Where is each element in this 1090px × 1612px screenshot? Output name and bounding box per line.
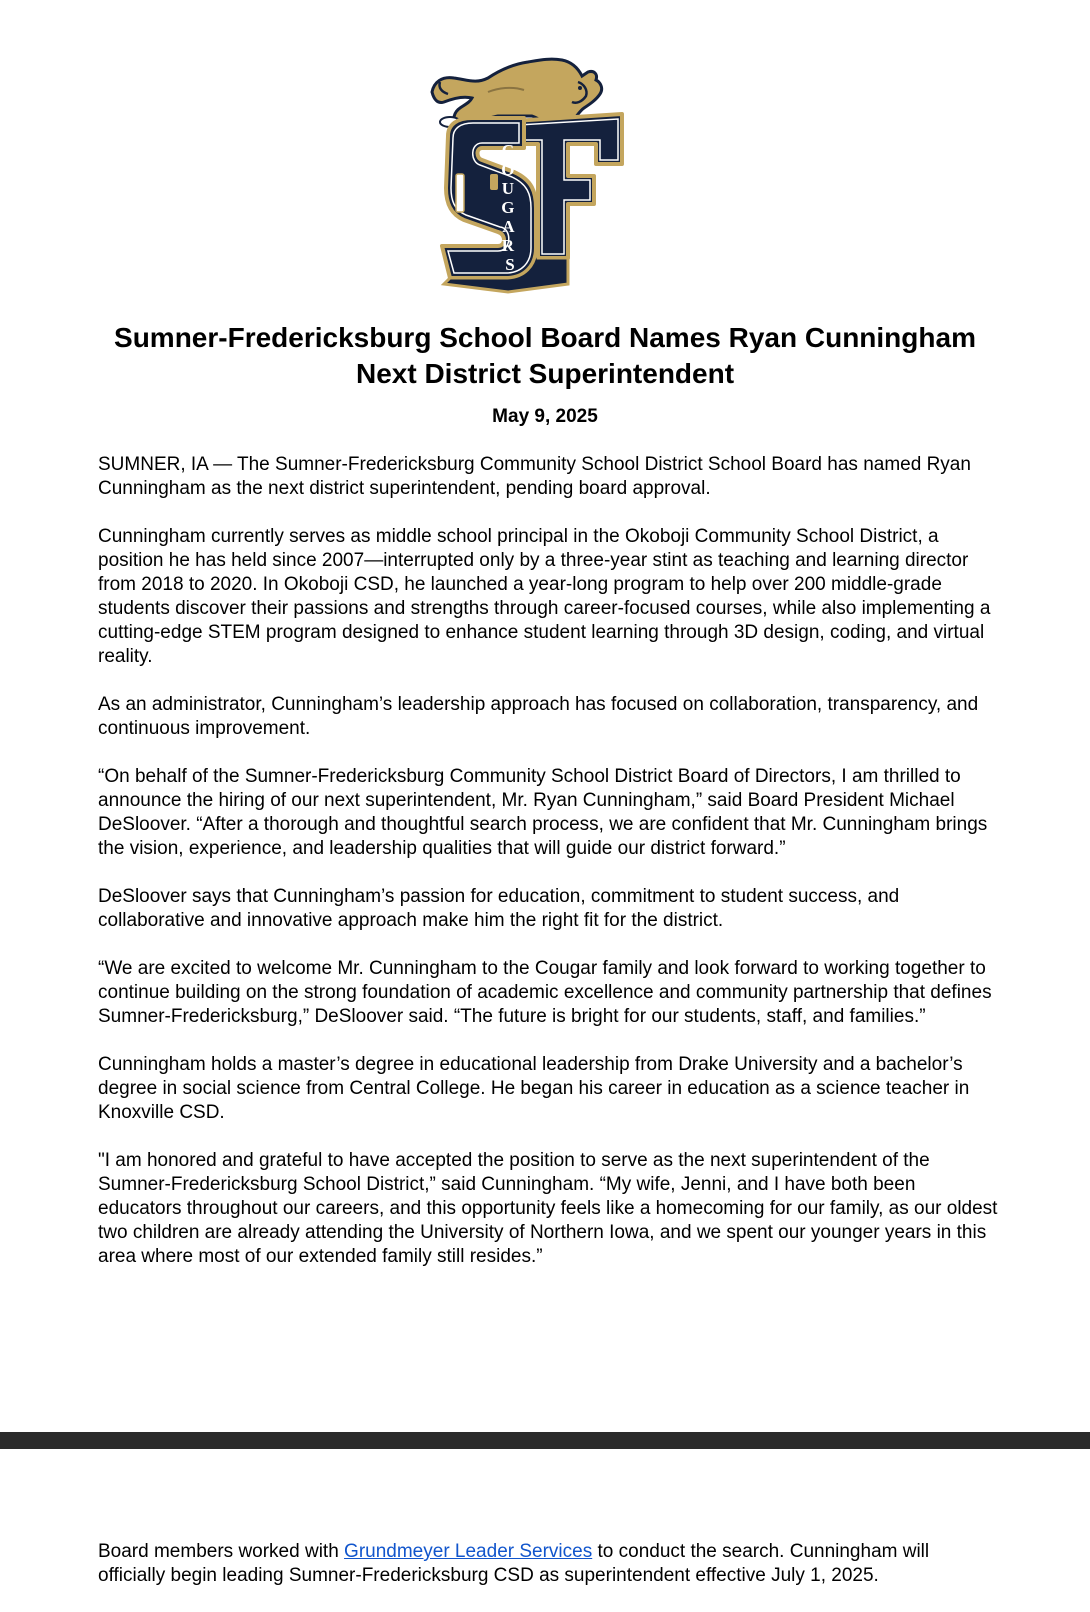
paragraph: "I am honored and grateful to have accepted the position to serve as the next superintendent of the Sumner-Fredericksburg School District,” said Cunningham. “My wife, Jenni, and I have both been educators throughout our careers, and this opportunity feels like a homecoming for our family, as our oldest two children are already attending the University of Northern Iowa, and we spent our younger years in this area where most of our extended family still resides.” — [98, 1150, 998, 1267]
cougars-wordmark: C O U G A R S — [501, 141, 515, 274]
sf-letters-icon — [442, 114, 622, 292]
article-body — [98, 453, 998, 1293]
paragraph: Cunningham currently serves as middle school principal in the Okoboji Community School District, a position he has held since 2007—interrupted only by a three-year stint as teaching and learning director from 2018 to 2020. In Okoboji CSD, he launched a year-long program to help over 200 middle-grade students discover their passions and strengths through career-focused courses, while also implementing a cutting-edge STEM program designed to enhance student learning through 3D design, coding, and virtual reality. — [98, 526, 991, 667]
paragraph: “On behalf of the Sumner-Fredericksburg Community School District Board of Directors, I am thrilled to announce the hiring of our next superintendent, Mr. Ryan Cunningham,” said Board President Michael DeSloover. “After a thorough and thoughtful search process, we are confident that Mr. Cunningham brings the vision, experience, and leadership qualities that will guide our district forward.” — [98, 766, 988, 859]
footer-text-before: Board members worked with — [98, 1541, 345, 1562]
footer-paragraph — [98, 1540, 998, 1588]
paragraph: As an administrator, Cunningham’s leadership approach has focused on collaboration, transparency, and continuous improvement. — [98, 694, 979, 739]
page-title: Sumner-Fredericksburg School Board Names Ryan Cunningham Next District Superintendent — [114, 322, 976, 389]
publish-date: May 9, 2025 — [492, 406, 598, 427]
grundmeyer-link[interactable]: Grundmeyer Leader Services — [344, 1541, 593, 1562]
paragraph: SUMNER, IA — The Sumner-Fredericksburg Community School District School Board has named Ryan Cunningham as the next district superintendent, pending board approval. — [98, 454, 971, 499]
school-logo — [428, 52, 626, 300]
cougar-sf-logo-icon — [428, 52, 626, 300]
page-break-divider — [0, 1432, 1090, 1449]
paragraph: DeSloover says that Cunningham’s passion for education, commitment to student success, and collaborative and innovative approach make him the right fit for the district. — [98, 886, 900, 931]
footer-text-after: to conduct the search. Cunningham will officially begin leading Sumner-Fredericksburg CSD as superintendent effective July 1, 2025. — [98, 1541, 930, 1586]
paragraph: “We are excited to welcome Mr. Cunningham to the Cougar family and look forward to working together to continue building on the strong foundation of academic excellence and community partnership that defines Sumner-Fredericksburg,” DeSloover said. “The future is bright for our students, staff, and families.” — [98, 958, 992, 1027]
paragraph: Cunningham holds a master’s degree in educational leadership from Drake University and a bachelor’s degree in social science from Central College. He began his career in education as a science teacher in Knoxville CSD. — [98, 1054, 970, 1123]
